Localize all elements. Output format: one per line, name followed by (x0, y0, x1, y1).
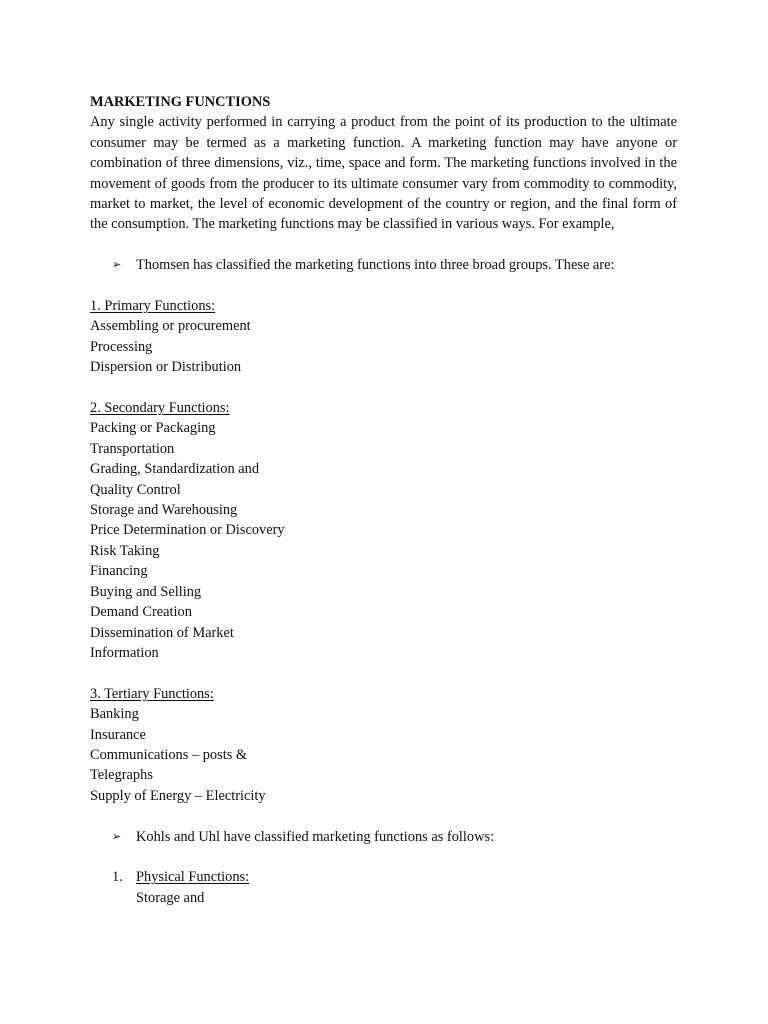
list-item: Processing (90, 338, 153, 355)
list-item: Supply of Energy – Electricity (90, 787, 266, 804)
list-item: Banking (90, 706, 139, 723)
secondary-functions-heading: 2. Secondary Functions: (90, 400, 230, 417)
bullet-kohls-uhl-text: Kohls and Uhl have classified marketing functions as follows: (136, 828, 495, 845)
tertiary-functions-heading: 3. Tertiary Functions: (90, 685, 214, 702)
physical-functions-heading (90, 867, 677, 887)
list-item: Insurance (90, 726, 146, 743)
intro-paragraph: Any single activity performed in carrying a product from the point of its production to the ultimate consumer may be termed as a marketing function. A marketing function may have anyone or combination of three dimensions, viz., time, space and form. The marketing functions involved in the movement of goods from the producer to its ultimate consumer vary from commodity to commodity, market to market, the level of economic development of the country or region, and the final form of the consumption. The marketing functions may be classified in various ways. For example, (90, 114, 677, 233)
list-item: Risk Taking (90, 542, 160, 559)
bullet-thomsen (90, 255, 677, 275)
list-item: Storage and (136, 889, 205, 906)
list-item: Dissemination of Market (90, 624, 234, 641)
list-item: Quality Control (90, 481, 181, 498)
list-item: Grading, Standardization and (90, 461, 260, 478)
list-item: Information (90, 644, 159, 661)
bullet-thomsen-text: Thomsen has classified the marketing functions into three broad groups. These are: (136, 257, 615, 274)
document-title: MARKETING FUNCTIONS (90, 94, 271, 110)
list-item: Financing (90, 563, 148, 580)
list-item: Telegraphs (90, 767, 153, 784)
list-item: Communications – posts & (90, 746, 248, 763)
list-item: Assembling or procurement (90, 318, 251, 335)
physical-functions-number: 1. (112, 869, 123, 886)
primary-functions-heading: 1. Primary Functions: (90, 298, 216, 315)
bullet-kohls-uhl (90, 827, 677, 847)
arrow-bullet-icon: ➢ (112, 829, 122, 843)
list-item: Transportation (90, 440, 175, 457)
list-item: Buying and Selling (90, 583, 202, 600)
list-item: Demand Creation (90, 604, 192, 621)
list-item: Price Determination or Discovery (90, 522, 285, 539)
list-item: Dispersion or Distribution (90, 359, 242, 376)
document-content (90, 92, 677, 908)
list-item: Storage and Warehousing (90, 502, 238, 519)
physical-functions-label: Physical Functions: (136, 869, 250, 886)
list-item: Packing or Packaging (90, 420, 216, 437)
arrow-bullet-icon: ➢ (112, 258, 122, 272)
